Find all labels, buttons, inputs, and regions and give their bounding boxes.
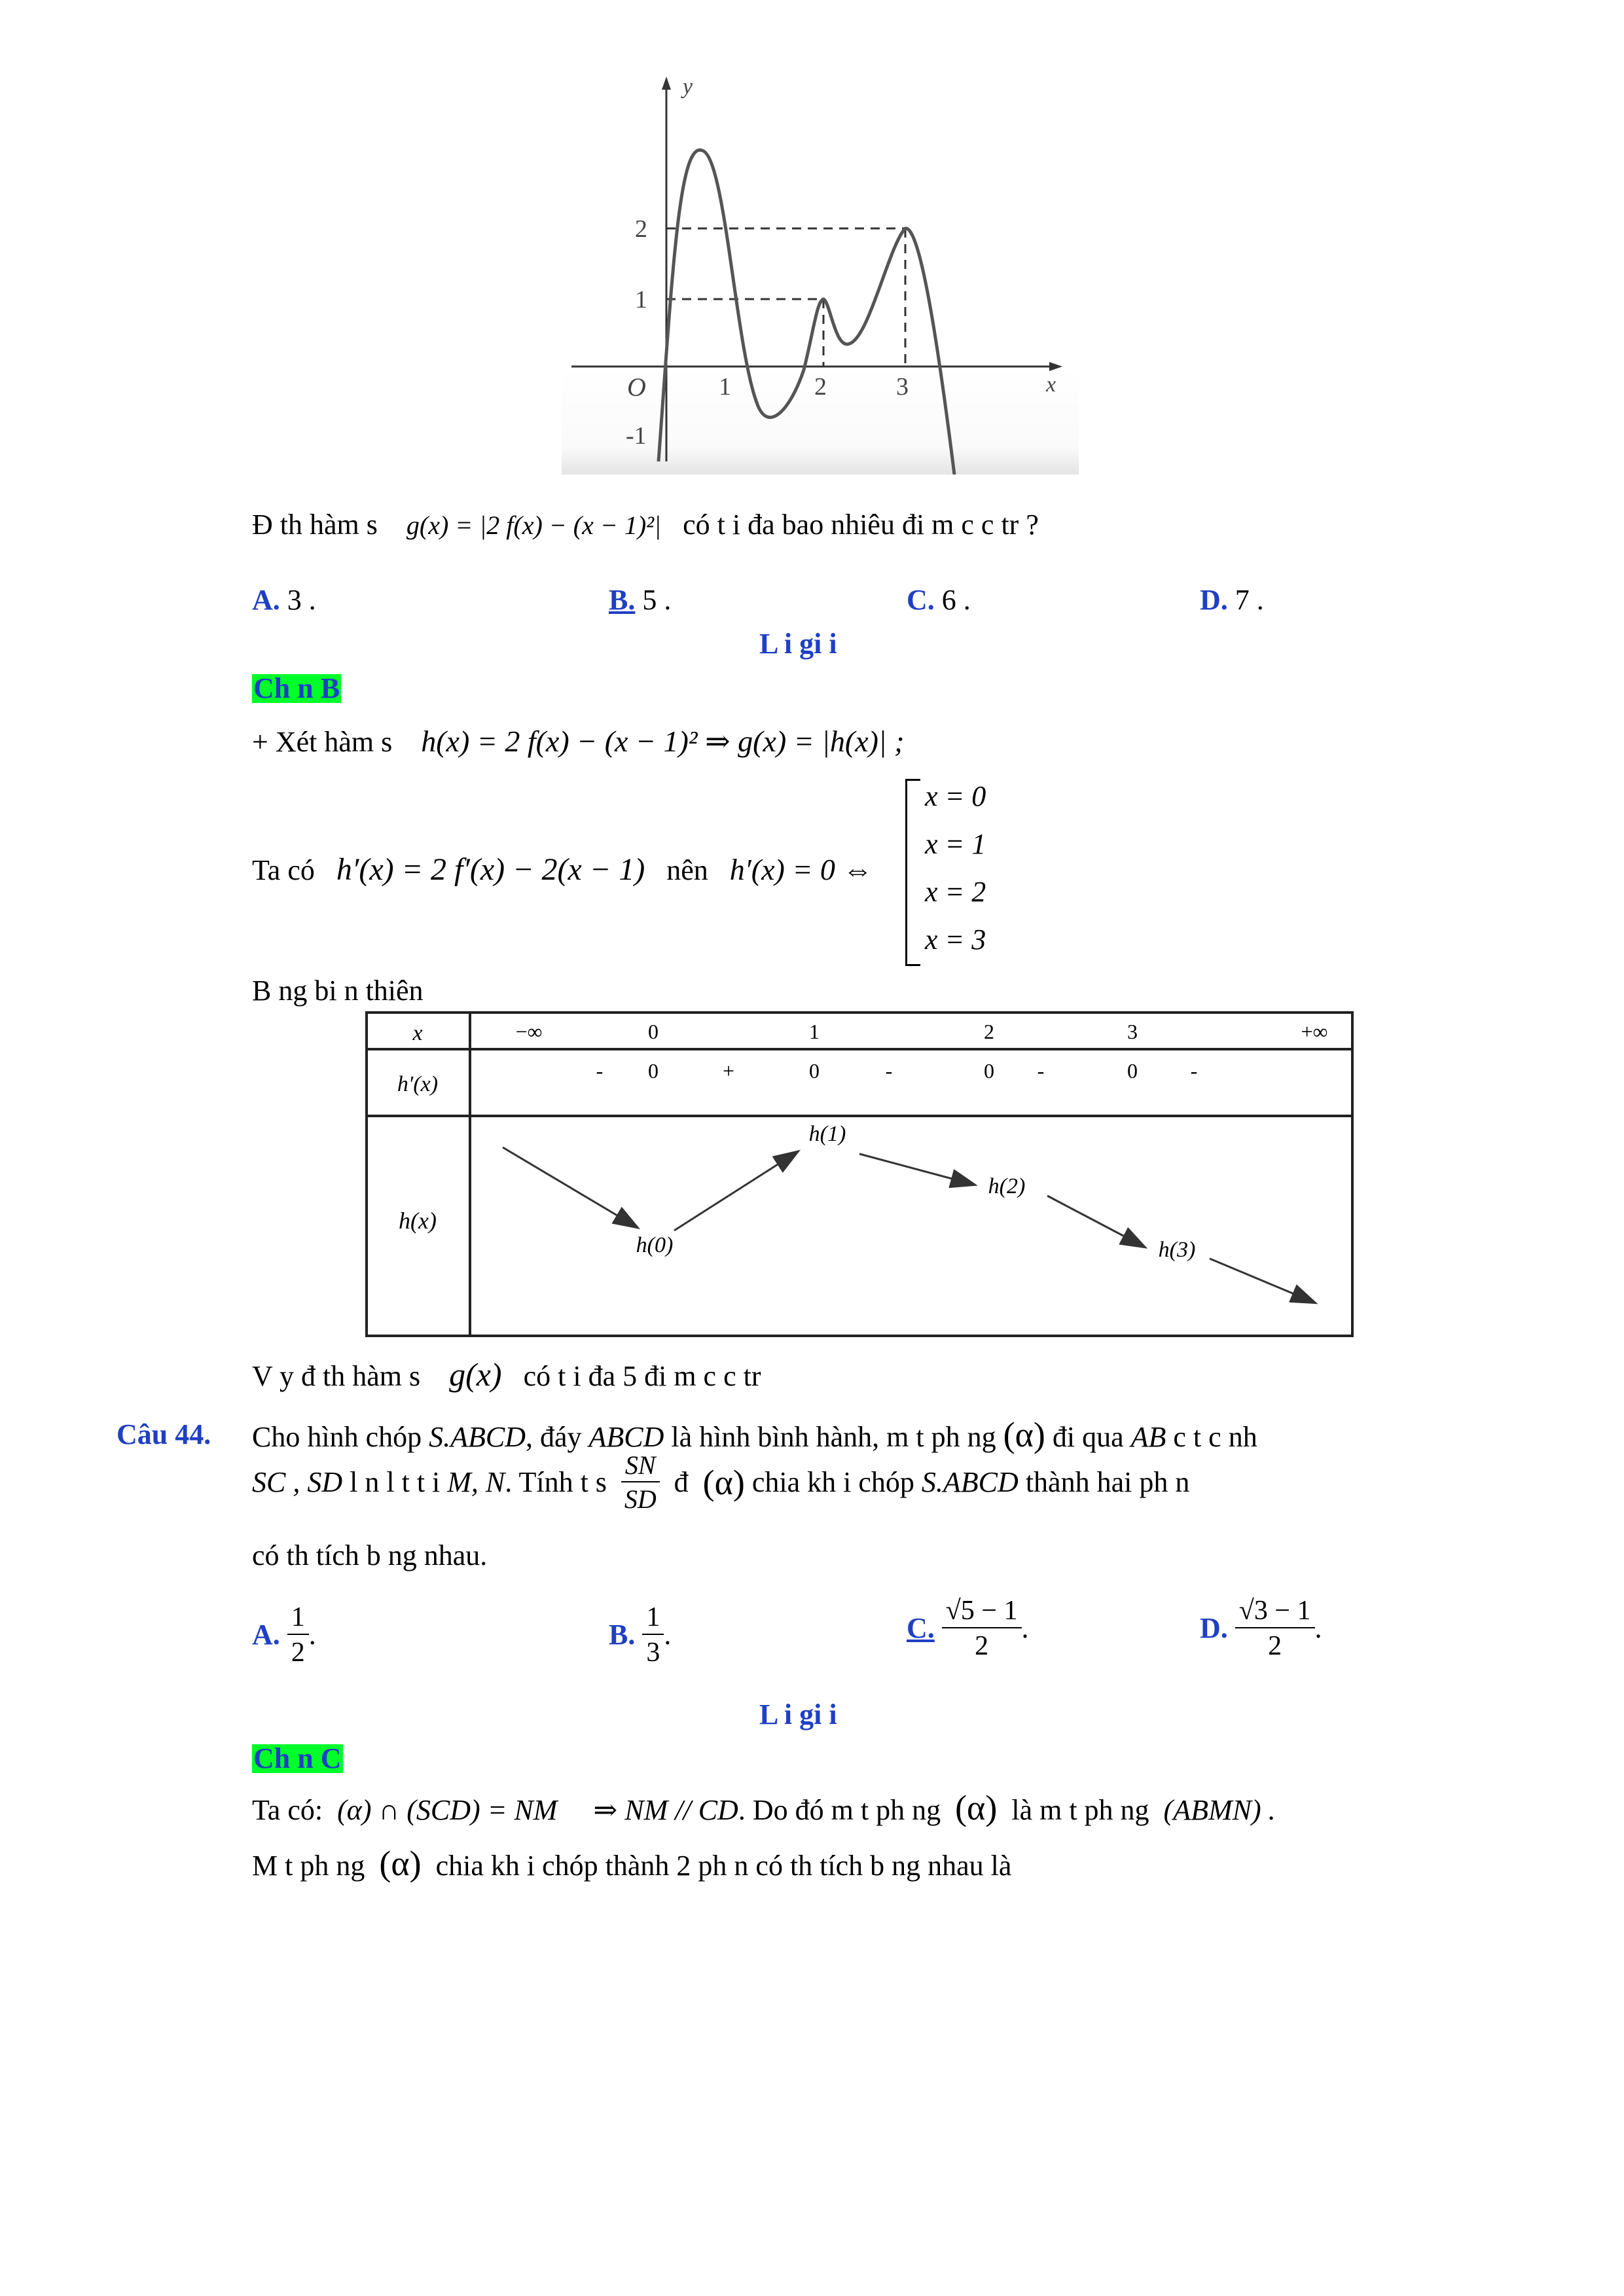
q44-sol1-b: (α) ∩ (SCD) = NM xyxy=(337,1794,558,1826)
q44-sol2-b: (α) xyxy=(379,1844,422,1883)
q44-option-d-num: √3 − 1 xyxy=(1235,1597,1315,1628)
sign-zero-3: 0 xyxy=(1127,1059,1138,1083)
q44-option-b[interactable]: B. $\frac{1}{3}$ . xyxy=(609,1602,672,1668)
q44-line2-a: SC xyxy=(252,1466,286,1498)
x-val-2: 2 xyxy=(984,1020,994,1043)
q43-solution-line1 xyxy=(252,726,904,757)
y-axis-label: y xyxy=(683,75,693,99)
q44-ratio-num: SN xyxy=(621,1452,660,1482)
q44-line2-i: S.ABCD xyxy=(921,1466,1019,1498)
q43-option-a[interactable] xyxy=(252,586,316,615)
q44-sol1-a: Ta có: xyxy=(252,1794,323,1826)
value-h2: h(2) xyxy=(988,1174,1026,1198)
q43-conclusion-suffix: có t i đa 5 đi m c c tr xyxy=(523,1360,761,1392)
q44-option-d-letter: D. xyxy=(1200,1612,1228,1644)
q44-option-d-den: 2 xyxy=(1268,1631,1282,1661)
origin-label: O xyxy=(627,372,646,402)
case-x3: x = 3 xyxy=(925,924,986,956)
q43-option-a-letter: A. xyxy=(252,584,280,616)
q43-option-c[interactable] xyxy=(907,586,971,615)
q43-line2-formula2: h′(x) = 0 ⇔ xyxy=(729,853,873,886)
q43-line1-formula: h(x) = 2 f(x) − (x − 1)² ⇒ g(x) = |h(x)| ; xyxy=(421,725,905,758)
q44-solution-line1 xyxy=(252,1790,1276,1825)
variation-table xyxy=(365,1011,1354,1338)
q44-option-a-letter: A. xyxy=(252,1619,280,1651)
q43-option-d-value: 7 . xyxy=(1235,584,1264,616)
graph-svg xyxy=(562,69,1079,475)
sign-4: - xyxy=(1037,1059,1045,1083)
arrow-down-3 xyxy=(1047,1196,1144,1247)
q44-sol2-a: M t ph ng xyxy=(252,1850,365,1882)
q44-solution-title: L i gi i xyxy=(759,1698,837,1731)
q44-line2-j: thành hai ph n xyxy=(1025,1466,1190,1498)
q44-line3: có th tích b ng nhau. xyxy=(252,1539,488,1571)
q44-option-c-letter: C. xyxy=(907,1612,935,1644)
q44-line2-h: chia kh i chóp xyxy=(751,1466,914,1498)
q44-line1-b: S.ABCD xyxy=(429,1421,526,1453)
y-tick-2: 2 xyxy=(635,215,647,243)
q44-line2-c: l n l t t i xyxy=(350,1466,441,1498)
x-val-3: 3 xyxy=(1127,1020,1138,1043)
q44-sol1-e: (α) xyxy=(955,1788,998,1827)
case-x0: x = 0 xyxy=(925,780,986,812)
x-val-neg-inf: −∞ xyxy=(515,1020,543,1043)
q44-option-c-den: 2 xyxy=(975,1631,989,1661)
q44-option-a-den: 2 xyxy=(291,1638,305,1668)
q44-option-d-frac xyxy=(1235,1597,1315,1660)
q44-option-a[interactable]: A. $\frac{1}{2}$ . xyxy=(252,1602,316,1668)
sign-1: - xyxy=(596,1059,604,1083)
q44-option-b-letter: B. xyxy=(609,1619,636,1651)
value-h0: h(0) xyxy=(636,1233,674,1257)
q44-line2 xyxy=(252,1450,1189,1515)
sign-zero-2: 0 xyxy=(984,1059,994,1083)
q44-sol1-c: ⇒ NM // CD xyxy=(593,1794,738,1826)
x-val-1: 1 xyxy=(809,1020,820,1043)
q44-option-d[interactable]: D. $\frac{√3 - 1}{2}$ . xyxy=(1200,1596,1322,1661)
q44-line1 xyxy=(252,1417,1257,1452)
q44-line1-f: (α) xyxy=(1003,1415,1045,1454)
row-h1-label: h′(x) xyxy=(397,1072,439,1096)
q44-line2-b: , SD xyxy=(293,1466,343,1498)
q44-option-c[interactable]: C. $\frac{√5 - 1}{2}$ . xyxy=(907,1596,1029,1661)
q43-line1-prefix: + Xét hàm s xyxy=(252,726,393,758)
y-tick-1: 1 xyxy=(635,286,647,314)
q43-chosen-answer: Ch n B xyxy=(253,672,340,704)
q43-conclusion-formula: g(x) xyxy=(449,1356,502,1393)
q44-line1-i: c t c nh xyxy=(1173,1421,1257,1453)
q43-option-c-value: 6 . xyxy=(941,584,971,616)
q44-option-a-num: 1 xyxy=(287,1604,309,1635)
q43-option-b-letter: B. xyxy=(609,584,636,616)
q43-table-title: B ng bi n thiên xyxy=(252,975,424,1007)
q44-ratio-den: SD xyxy=(624,1484,657,1514)
y-tick-minus1: -1 xyxy=(626,422,647,450)
case-x1: x = 1 xyxy=(925,828,986,860)
q44-line2-g: (α) xyxy=(702,1463,745,1502)
q44-option-c-num: √5 − 1 xyxy=(942,1597,1022,1628)
q43-line2-mid: nên xyxy=(666,854,708,886)
x-tick-2: 2 xyxy=(814,373,827,401)
x-axis-label: x xyxy=(1046,372,1056,397)
q43-option-b[interactable] xyxy=(609,586,671,615)
q43-conclusion xyxy=(252,1358,761,1391)
case-x2: x = 2 xyxy=(925,876,986,908)
q44-line2-e: . Tính t s xyxy=(505,1466,607,1498)
q44-option-b-frac xyxy=(642,1604,664,1666)
q44-option-c-frac xyxy=(942,1597,1022,1660)
q43-option-d-letter: D. xyxy=(1200,584,1228,616)
arrow-down-2 xyxy=(859,1154,974,1185)
sign-2: + xyxy=(722,1059,735,1083)
q43-option-b-value: 5 . xyxy=(642,584,672,616)
q43-solution-line2 xyxy=(252,854,873,886)
cases-bracket xyxy=(905,779,920,966)
q43-option-c-letter: C. xyxy=(907,584,935,616)
q44-label: Câu 44. xyxy=(117,1418,211,1450)
arrow-down-1 xyxy=(503,1147,637,1227)
q43-question-formula: g(x) = |2 f(x) − (x − 1)²| xyxy=(406,511,662,540)
q44-sol2-c: chia kh i chóp thành 2 ph n có th tích b ng nhau là xyxy=(435,1850,1012,1882)
sign-zero-1: 0 xyxy=(809,1059,820,1083)
q44-line1-h: AB xyxy=(1130,1421,1166,1453)
row-x-label: x xyxy=(412,1021,423,1045)
arrow-down-4 xyxy=(1210,1259,1314,1302)
q43-question-suffix: có t i đa bao nhiêu đi m c c tr ? xyxy=(683,509,1039,541)
y-axis-arrow xyxy=(662,77,671,90)
x-val-0: 0 xyxy=(648,1020,659,1043)
function-graph-figure xyxy=(562,69,1079,475)
q44-line2-f: đ xyxy=(674,1466,689,1498)
q44-ratio xyxy=(621,1452,660,1513)
q43-line2-prefix: Ta có xyxy=(252,854,315,886)
x-val-pos-inf: +∞ xyxy=(1301,1020,1328,1043)
table-border xyxy=(367,1013,1352,1336)
q44-line1-g: đi qua xyxy=(1052,1421,1124,1453)
sign-zero-0: 0 xyxy=(648,1059,659,1083)
q44-line1-e: là hình bình hành, m t ph ng xyxy=(671,1421,996,1453)
q44-option-b-den: 3 xyxy=(646,1638,660,1668)
value-h1: h(1) xyxy=(808,1122,846,1146)
x-tick-3: 3 xyxy=(896,373,909,401)
variation-table-svg xyxy=(365,1011,1354,1338)
q44-sol1-f: là m t ph ng xyxy=(1011,1794,1149,1826)
sign-3: - xyxy=(885,1059,893,1083)
sign-5: - xyxy=(1190,1059,1198,1083)
arrow-up-1 xyxy=(674,1152,797,1230)
q43-option-d[interactable] xyxy=(1200,586,1264,615)
q43-conclusion-prefix: V y đ th hàm s xyxy=(252,1360,421,1392)
q43-question-prefix: Đ th hàm s xyxy=(252,509,378,541)
q43-option-a-value: 3 . xyxy=(287,584,316,616)
value-h3: h(3) xyxy=(1158,1238,1196,1262)
q44-line1-c: , đáy xyxy=(526,1421,582,1453)
q44-chosen-answer: Ch n C xyxy=(253,1742,342,1774)
q44-option-b-num: 1 xyxy=(642,1604,664,1635)
q44-line1-d: ABCD xyxy=(588,1421,664,1453)
q44-sol1-g: (ABMN) . xyxy=(1163,1794,1276,1826)
q43-question xyxy=(252,511,1039,539)
q44-sol1-d: . Do đó m t ph ng xyxy=(738,1794,941,1826)
q44-line2-d: M, N xyxy=(447,1466,505,1498)
x-tick-1: 1 xyxy=(719,373,731,401)
q44-line1-a: Cho hình chóp xyxy=(252,1421,422,1453)
q44-solution-line2 xyxy=(252,1846,1011,1881)
row-h-label: h(x) xyxy=(399,1208,437,1234)
q44-option-a-frac xyxy=(287,1604,309,1666)
q43-line2-formula: h′(x) = 2 f′(x) − 2(x − 1) xyxy=(336,852,645,887)
q43-solution-title: L i gi i xyxy=(759,628,837,660)
